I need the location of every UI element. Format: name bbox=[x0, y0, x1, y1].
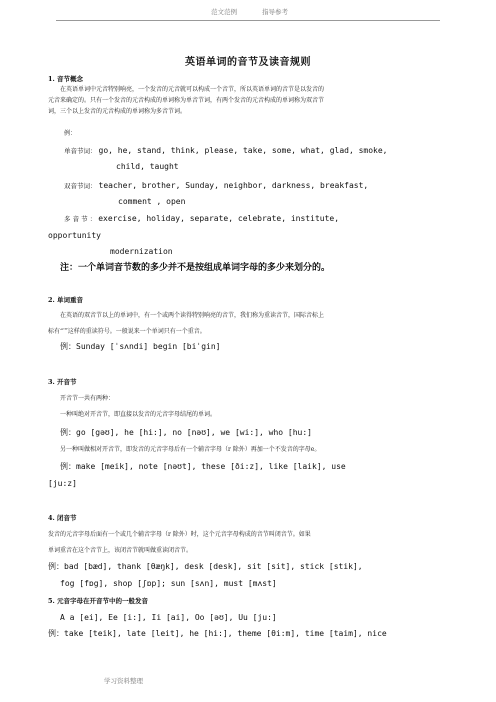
section-5-heading: 5. 元音字母在开音节中的一般发音 bbox=[48, 597, 149, 605]
poly-syllable-words-cont: opportunity bbox=[48, 231, 101, 240]
page-footer: 学习资料整理 bbox=[104, 677, 143, 685]
poly-syllable-row bbox=[64, 214, 339, 224]
s3-paragraph-line-1: 开音节一共有两种： bbox=[60, 395, 115, 402]
s5-example: 例：take [teik], late [leit], he [hi:], theme [θi:m], time [taim], nice bbox=[48, 629, 387, 638]
header-right-text: 指导参考 bbox=[262, 8, 288, 16]
di-syllable-words-cont: comment , open bbox=[118, 197, 186, 206]
s1-example-label: 例： bbox=[64, 130, 77, 137]
s3-example-2: 例：make [meik], note [nəʊt], these [ði:z], like [laik], use bbox=[60, 462, 346, 471]
s1-paragraph-line-1: 在英语单词中元音特别响亮，一个发音的元音就可以构成一个音节，所以英语单词的音节是以发音的 bbox=[60, 86, 325, 93]
s3-example-1: 例：go [gəʊ], he [hi:], no [nəʊ], we [wi:], who [hu:] bbox=[60, 428, 313, 437]
section-3-heading: 3. 开音节 bbox=[48, 378, 77, 386]
s1-paragraph-line-2: 元音来确定的。只有一个发音的元音构成的单词称为单音节词，有两个发音的元音构成的单词称为双音节 bbox=[48, 97, 325, 104]
mono-syllable-words: go, he, stand, think, please, take, some, what, glad, smoke, bbox=[98, 146, 388, 155]
s4-example-2: fog [fɒg], shop [ʃɒp]; sun [sʌn], must [mʌst] bbox=[60, 579, 277, 588]
s4-paragraph-line-2: 单词重音在这个音节上，该闭音节就叫做重读闭音节。 bbox=[48, 547, 193, 554]
di-syllable-label: 双音节词： bbox=[64, 182, 97, 190]
section-1-heading: 1. 音节概念 bbox=[48, 75, 84, 83]
poly-syllable-label: 多 音 节 ： bbox=[64, 215, 97, 223]
s4-example-1: 例：bad [bæd], thank [θæŋk], desk [desk], sit [sit], stick [stik], bbox=[48, 562, 363, 571]
s2-paragraph-line-2: 标有“ˈ”这样的重读符号。一般说来一个单词只有一个重音。 bbox=[48, 328, 206, 335]
mono-syllable-row bbox=[64, 146, 387, 156]
page-header bbox=[0, 0, 496, 44]
mono-syllable-label: 单音节词： bbox=[64, 147, 97, 155]
header-divider bbox=[56, 20, 440, 21]
di-syllable-words: teacher, brother, Sunday, neighbor, darkness, breakfast, bbox=[98, 181, 369, 190]
syllable-note: 注：一个单词音节数的多少并不是按组成单词字母的多少来划分的。 bbox=[60, 263, 331, 273]
s1-paragraph-line-3: 词，三个以上发音的元音构成的单词称为多音节词。 bbox=[48, 108, 187, 115]
s3-example-2-cont: [ju:z] bbox=[48, 479, 77, 488]
poly-syllable-words: exercise, holiday, separate, celebrate, institute, bbox=[98, 214, 340, 223]
section-4-heading: 4. 闭音节 bbox=[48, 514, 77, 522]
poly-syllable-words-cont-2: modernization bbox=[110, 247, 173, 256]
s5-vowel-sounds: A a [ei], Ee [i:], Ii [ai], Oo [əʊ], Uu [ju:] bbox=[60, 613, 277, 622]
mono-syllable-words-cont: child, taught bbox=[116, 162, 179, 171]
s3-paragraph-line-3: 另一种叫做相对开音节，即发音的元音字母后有一个辅音字母（r 除外）再加一个不发音的字母e。 bbox=[60, 446, 321, 453]
section-2-heading: 2. 单词重音 bbox=[48, 296, 84, 304]
header-left-text: 范文范例 bbox=[211, 8, 237, 16]
page-title: 英语单词的音节及读音规则 bbox=[185, 57, 311, 68]
s2-example: 例：Sunday [ˈsʌndi] begin [biˈgin] bbox=[60, 342, 221, 351]
s3-paragraph-line-2: 一种叫绝对开音节，即直接以发音的元音字母结尾的单词。 bbox=[60, 411, 217, 418]
s2-paragraph-line-1: 在英语的双音节以上的单词中，有一个或两个读得特别响亮的音节，我们称为重读音节，国际音标上 bbox=[60, 312, 325, 319]
di-syllable-row bbox=[64, 181, 368, 191]
s4-paragraph-line-1: 发音的元音字母后面有一个或几个辅音字母（r 除外）时，这个元音字母构成的音节叫闭音节。如果 bbox=[48, 531, 311, 538]
